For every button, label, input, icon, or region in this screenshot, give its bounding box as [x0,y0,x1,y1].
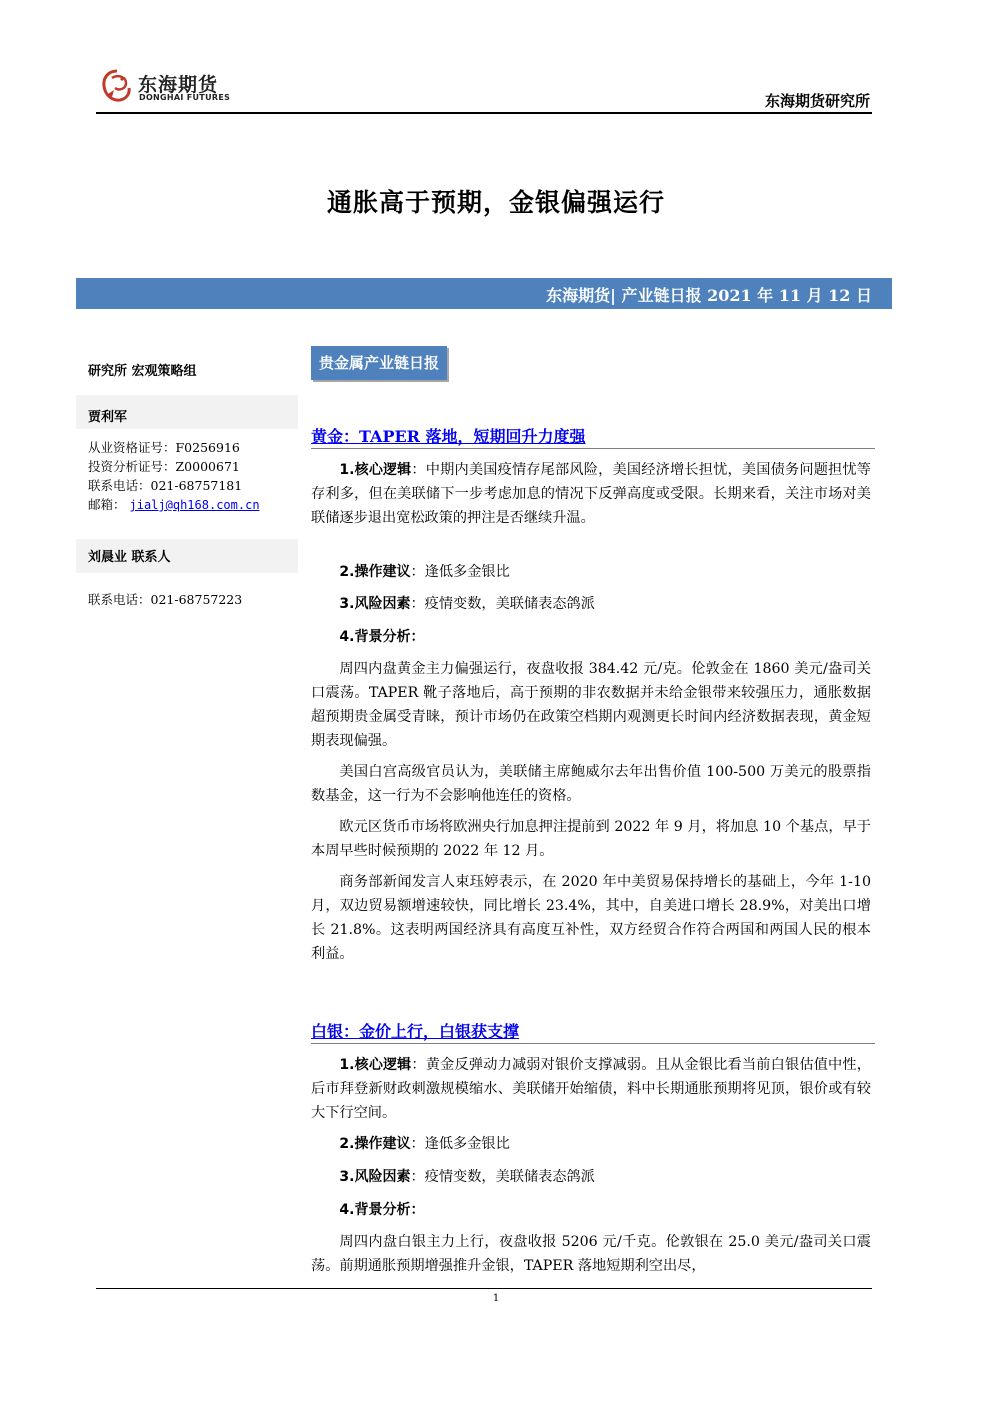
gold-operation [311,560,871,584]
gold-paragraph-4: 商务部新闻发言人束珏婷表示，在 2020 年中美贸易保持增长的基础上，今年 1-10 月，双边贸易额增速较快，同比增长 23.4%，其中，自美进口增长 28.9%，对美出口增长 21.8%。这表明两国经济具有高度互补性，双方经贸合作符合两国和两国人民的根本利益。 [311,874,871,962]
footer-divider [96,1288,872,1289]
header-divider [96,112,872,114]
gold-core-label: 1.核心逻辑 [339,462,412,478]
analyst1-email-label: 邮箱： [88,497,126,512]
analyst1-cert: 从业资格证号：F0256916 [88,440,240,455]
silver-paragraph-1: 周四内盘白银主力上行，夜盘收报 5206 元/千克。伦敦银在 25.0 美元/盎司关口震荡。前期通胀预期增强推升金银，TAPER 落地短期利空出尽， [311,1234,871,1274]
page-number: 1 [492,1293,500,1304]
gold-op-label: 2.操作建议 [339,564,411,580]
silver-op-text: ：逢低多金银比 [410,1136,510,1152]
company-logo [100,68,230,108]
analyst1-invest: 投资分析证号：Z0000671 [88,459,240,474]
silver-heading[interactable]: 白银：金价上行，白银获支撑 [311,1022,520,1041]
analyst2-name: 刘晨业 联系人 [88,550,171,565]
silver-operation [311,1132,871,1156]
analyst2-phone: 联系电话：021-68757223 [88,592,243,607]
silver-risk [311,1165,871,1189]
silver-op-label: 2.操作建议 [339,1136,411,1152]
section-label: 贵金属产业链日报 [311,346,447,380]
silver-core-text: ：黄金反弹动力减弱对银价支撑减弱。且从金银比看当前白银估值中性，后市拜登新财政刺激规模缩水、美联储开始缩债，料中长期通胀预期将见顶，银价或有较大下行空间。 [311,1057,871,1121]
gold-paragraph-1: 周四内盘黄金主力偏强运行，夜盘收报 384.42 元/克。伦敦金在 1860 美元/盎司关口震荡。TAPER 靴子落地后，高于预期的非农数据并未给金银带来较强压力，通胀数据超预期贵金属受青睐，预计市场仍在政策空档期内观测更长时间内经济数据表现，黄金短期表现偏强。 [311,661,871,749]
gold-op-text: ：逢低多金银比 [410,564,510,580]
gold-paragraph-2: 美国白宫高级官员认为，美联储主席鲍威尔去年出售价值 100-500 万美元的股票指数基金，这一行为不会影响他连任的资格。 [311,764,871,804]
report-banner [76,278,892,309]
silver-core-logic [311,1053,871,1125]
gold-core-logic [311,458,871,530]
gold-risk [311,592,871,616]
header-institute: 东海期货研究所 [764,92,870,110]
gold-heading-rule [311,448,875,449]
dragon-logo-icon [100,68,134,104]
silver-risk-label: 3.风险因素 [339,1169,411,1185]
silver-bg-label: 4.背景分析： [339,1202,425,1218]
analyst1-phone: 联系电话：021-68757181 [88,478,243,493]
gold-heading[interactable]: 黄金：TAPER 落地，短期回升力度强 [311,427,586,446]
analyst1-name: 贾利军 [88,410,128,425]
gold-risk-label: 3.风险因素 [339,596,411,612]
silver-heading-rule [311,1043,875,1044]
gold-core-text: ：中期内美国疫情存尾部风险，美国经济增长担忧，美国债务问题担忧等存利多，但在美联储下一步考虑加息的情况下反弹高度或受限。长期来看，关注市场对美联储逐步退出宽松政策的押注是否继续升温。 [311,462,871,526]
logo-text-en: DONGHAI FUTURES [139,93,231,102]
report-title: 通胀高于预期，金银偏强运行 [326,188,665,217]
banner-text: 东海期货| 产业链日报 2021 年 11 月 12 日 [546,286,872,305]
gold-paragraph-3: 欧元区货币市场将欧洲央行加息押注提前到 2022 年 9 月，将加息 10 个基点，早于本周早些时候预期的 2022 年 12 月。 [311,819,871,859]
analyst1-email-link[interactable]: jialj@qh168.com.cn [129,498,260,512]
gold-risk-text: ：疫情变数，美联储表态鸽派 [410,596,595,612]
gold-bg-label: 4.背景分析： [339,629,425,645]
gold-background [311,625,871,649]
analyst1-email-row [88,495,260,513]
sidebar-dept: 研究所 宏观策略组 [88,364,197,379]
silver-core-label: 1.核心逻辑 [339,1057,412,1073]
logo-text-cn: 东海期货 [138,74,219,96]
silver-risk-text: ：疫情变数，美联储表态鸽派 [410,1169,595,1185]
silver-background [311,1198,871,1222]
